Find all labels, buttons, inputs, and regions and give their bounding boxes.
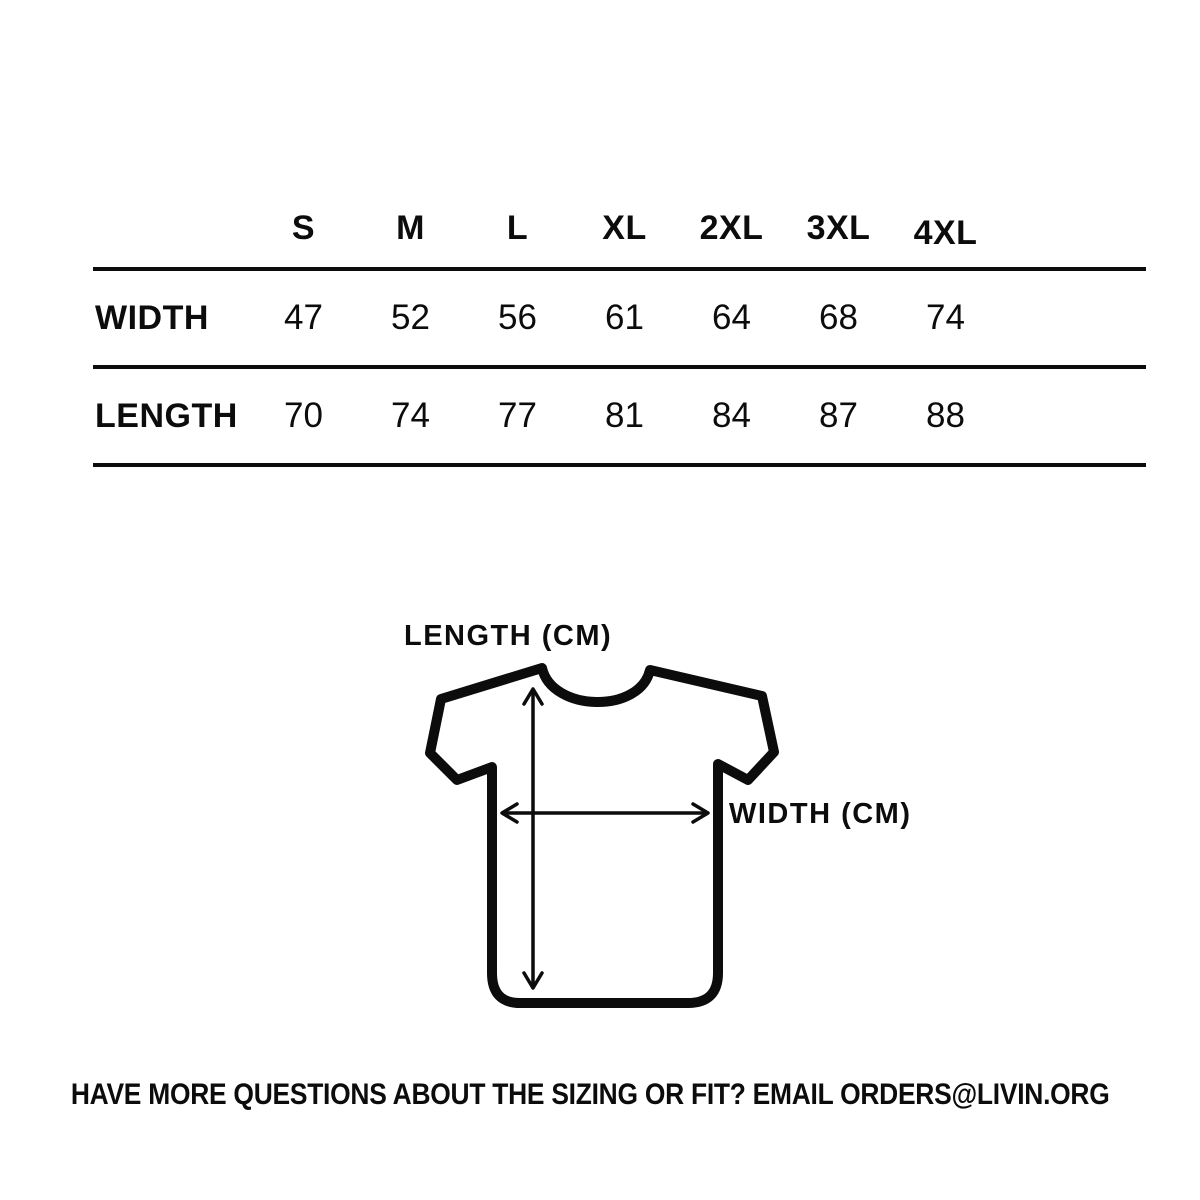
- width-value: 74: [926, 298, 965, 337]
- size-column-header: 3XL: [806, 209, 871, 247]
- length-value: 87: [819, 396, 858, 435]
- size-chart-header-row: [93, 190, 1146, 267]
- length-row: [93, 365, 1146, 463]
- width-value: 64: [712, 298, 751, 337]
- size-column-header: 2XL: [699, 209, 764, 247]
- width-row-label: WIDTH: [95, 298, 209, 337]
- tshirt-outline-icon: [410, 645, 795, 1020]
- footer-note: [0, 1078, 1170, 1112]
- length-value: 77: [498, 396, 537, 435]
- size-column-header: XL: [602, 209, 647, 247]
- width-value: 52: [391, 298, 430, 337]
- length-value: 84: [712, 396, 751, 435]
- size-column-header: M: [396, 209, 425, 247]
- length-value: 81: [605, 396, 644, 435]
- width-value: 47: [284, 298, 323, 337]
- size-column-header: 4XL: [913, 214, 978, 252]
- footer-note-text: HAVE MORE QUESTIONS ABOUT THE SIZING OR FIT? EMAIL ORDERS@LIVIN.ORG: [70, 1078, 1110, 1111]
- width-value: 56: [498, 298, 537, 337]
- size-column-header: L: [506, 209, 529, 247]
- width-row: [93, 267, 1146, 365]
- length-dimension-label: LENGTH (CM): [404, 620, 613, 652]
- size-chart-table: [93, 190, 1146, 467]
- length-value: 74: [391, 396, 430, 435]
- size-column-header: S: [291, 209, 316, 247]
- tshirt-body-outline: [430, 668, 774, 1003]
- width-value: 68: [819, 298, 858, 337]
- length-row-label: LENGTH: [95, 396, 238, 435]
- length-value: 70: [284, 396, 323, 435]
- length-value: 88: [926, 396, 965, 435]
- width-value: 61: [605, 298, 644, 337]
- width-dimension-label: WIDTH (CM): [729, 798, 912, 830]
